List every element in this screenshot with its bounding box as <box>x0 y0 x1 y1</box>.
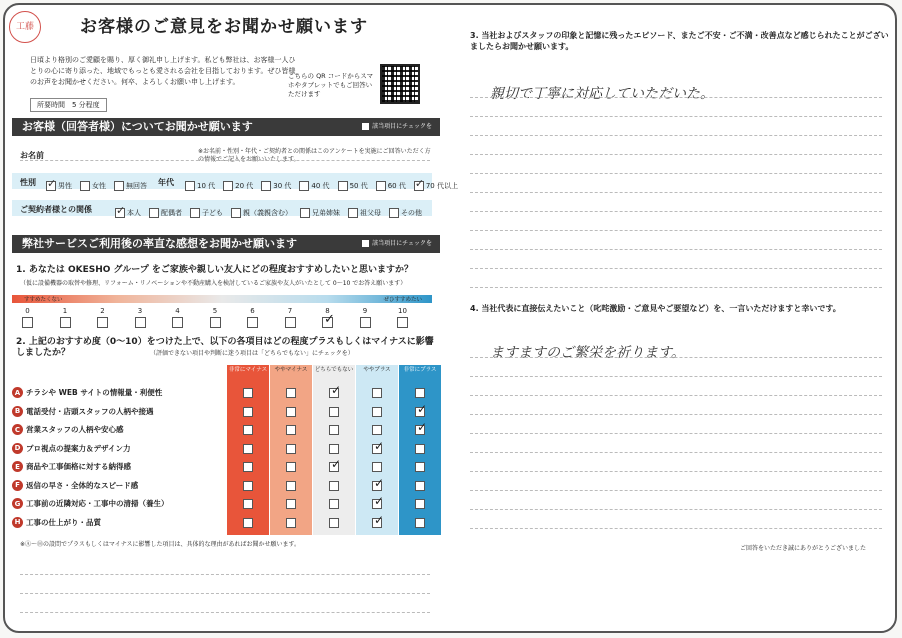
item-letter-badge: D <box>12 443 23 454</box>
writing-line <box>470 433 882 434</box>
scale-checkbox[interactable] <box>22 317 33 328</box>
rating-checkbox[interactable] <box>372 444 382 454</box>
item-label: 工事前の近隣対応・工事中の清掃（養生） <box>26 499 169 508</box>
q4-answer-lines[interactable] <box>470 338 882 538</box>
relation-option[interactable] <box>389 208 422 218</box>
rating-checkbox[interactable] <box>329 481 339 491</box>
rating-column-header: ややプラス <box>363 367 391 373</box>
relation-option[interactable] <box>190 208 223 218</box>
scale-number: 10 <box>398 307 407 315</box>
footnote: ※Ⓐ～Ⓗの設問でプラスもしくはマイナスに影響した項目は、具体的な理由があればお聞かせ願います。 <box>20 541 301 548</box>
rating-column-header: 非常にプラス <box>403 367 437 373</box>
rating-row-label <box>12 517 212 528</box>
relation-checkbox[interactable] <box>149 208 159 218</box>
scale-checkbox[interactable] <box>285 317 296 328</box>
writing-line <box>20 612 430 613</box>
rating-checkbox[interactable] <box>329 499 339 509</box>
section-title: お客様（回答者様）についてお聞かせ願います <box>22 120 253 133</box>
rating-checkbox[interactable] <box>329 462 339 472</box>
rating-row-label <box>12 406 212 417</box>
rating-row-label <box>12 461 212 472</box>
rating-checkbox[interactable] <box>286 444 296 454</box>
writing-line <box>470 471 882 472</box>
scale-number: 2 <box>100 307 105 315</box>
rating-checkbox[interactable] <box>372 425 382 435</box>
writing-line <box>470 509 882 510</box>
rating-checkbox[interactable] <box>243 518 253 528</box>
intro-text: 日頃より格別のご愛顧を賜り、厚く御礼申し上げます。私ども弊社は、お客様一人ひとりの心に寄り添った、地域でもっとも愛される会社を目指しております。ぜひ皆様のお声をお聞かせください。何卒、よろしくお願い申し上げます。 <box>30 56 296 86</box>
rating-checkbox[interactable] <box>243 425 253 435</box>
scale-low-label: すすめたくない <box>24 297 63 303</box>
age-checkbox[interactable] <box>261 181 271 191</box>
item-letter-badge: E <box>12 461 23 472</box>
relation-checkbox[interactable] <box>389 208 399 218</box>
rating-checkbox[interactable] <box>286 407 296 417</box>
section-title: 弊社サービスご利用後の率直な感想をお聞かせ願います <box>22 237 297 250</box>
gender-checkbox[interactable] <box>46 181 56 191</box>
item-letter-badge: G <box>12 498 23 509</box>
rating-checkbox[interactable] <box>243 462 253 472</box>
qr-caption: こちらの QR コードからスマホやタブレットでもご回答いただけます <box>288 72 374 98</box>
writing-line <box>470 135 882 136</box>
rating-checkbox[interactable] <box>372 499 382 509</box>
scale-checkbox[interactable] <box>360 317 371 328</box>
scale-number: 9 <box>362 307 368 315</box>
age-option[interactable] <box>376 181 406 191</box>
rating-checkbox[interactable] <box>286 388 296 398</box>
check-note: 該当項目にチェックを <box>362 235 432 253</box>
item-letter-badge: F <box>12 480 23 491</box>
scale-number: 5 <box>212 307 218 315</box>
q3-answer: 親切で丁寧に対応していただいた。 <box>490 86 714 102</box>
age-checkbox[interactable] <box>185 181 195 191</box>
age-option[interactable] <box>338 181 368 191</box>
rating-checkbox[interactable] <box>286 518 296 528</box>
rating-column-header: 非常にマイナス <box>228 367 268 373</box>
rating-column-header: ややマイナス <box>274 367 308 373</box>
time-required: 所要時間 5 分程度 <box>30 98 107 112</box>
qr-code-icon[interactable] <box>380 64 420 104</box>
rating-checkbox[interactable] <box>372 388 382 398</box>
writing-line <box>470 490 882 491</box>
rating-row-label <box>12 387 212 398</box>
writing-line <box>470 357 882 358</box>
rating-row-label <box>12 424 212 435</box>
rating-row-label <box>12 498 212 509</box>
scale-checkbox[interactable] <box>97 317 108 328</box>
gender-checkbox[interactable] <box>114 181 124 191</box>
item-label: 工事の仕上がり・品質 <box>26 517 101 527</box>
writing-line <box>470 173 882 174</box>
rating-checkbox[interactable] <box>415 518 425 528</box>
q3-title: 3. 当社およびスタッフの印象と記憶に残ったエピソード、またご不安・ご不満・改善点など感じられたことがございましたらお聞かせ願います。 <box>470 31 889 51</box>
age-option-label: 20 代 <box>235 182 254 190</box>
scale-number: 0 <box>25 307 30 315</box>
age-checkbox[interactable] <box>223 181 233 191</box>
age-option-label: 40 代 <box>311 182 330 190</box>
relation-option[interactable] <box>231 208 292 218</box>
name-line <box>20 160 430 161</box>
relation-option-label: その他 <box>401 209 422 217</box>
gender-option-label: 女性 <box>92 182 106 190</box>
q4-answer: ますますのご繁栄を祈ります。 <box>490 345 685 361</box>
scale-number: 1 <box>62 307 68 315</box>
age-checkbox[interactable] <box>299 181 309 191</box>
q2-note: （評価できない項目や判断に迷う項目は「どちらでもない」にチェックを） <box>150 350 354 357</box>
rating-checkbox[interactable] <box>372 518 382 528</box>
relation-option-label: 親（義親含む） <box>243 209 292 217</box>
age-option[interactable] <box>185 181 215 191</box>
scale-checkbox[interactable] <box>322 317 333 328</box>
age-checkbox[interactable] <box>414 181 424 191</box>
age-option-label: 60 代 <box>387 182 406 190</box>
relation-checkbox[interactable] <box>115 208 125 218</box>
writing-line <box>470 452 882 453</box>
rating-checkbox[interactable] <box>286 481 296 491</box>
writing-line <box>470 249 882 250</box>
writing-line <box>470 268 882 269</box>
name-label: お名前 <box>20 151 44 160</box>
section-service-header <box>12 235 440 253</box>
relation-option-label: 兄弟姉妹 <box>312 209 340 217</box>
gender-options <box>46 176 155 195</box>
rating-checkbox[interactable] <box>286 499 296 509</box>
rating-checkbox[interactable] <box>329 388 339 398</box>
rating-checkbox[interactable] <box>415 499 425 509</box>
age-option-label: 30 代 <box>273 182 292 190</box>
rating-checkbox[interactable] <box>329 518 339 528</box>
section-respondent-header <box>12 118 440 136</box>
age-option-label: 70 代以上 <box>425 182 458 190</box>
relation-option-label: 配偶者 <box>161 209 182 217</box>
writing-line <box>470 211 882 212</box>
age-option[interactable] <box>223 181 253 191</box>
q1-title: 1. あなたは OKESHO グループ をご家族や親しい友人にどの程度おすすめしたいと思いますか？ <box>16 265 414 275</box>
writing-line <box>470 287 882 288</box>
scale-checkbox[interactable] <box>247 317 258 328</box>
gender-option[interactable] <box>46 181 72 191</box>
age-checkbox[interactable] <box>376 181 386 191</box>
age-option-label: 50 代 <box>349 182 368 190</box>
rating-checkbox[interactable] <box>243 499 253 509</box>
rating-checkbox[interactable] <box>372 481 382 491</box>
q3-answer-lines[interactable] <box>470 78 882 288</box>
rating-column-header: どちらでもない <box>314 367 354 373</box>
writing-line <box>20 593 430 594</box>
q1-note: （仮に設備機器の取替や修理、リフォーム・リノベーションや不動産購入を検討しているご家族や友人がいたとして 0～10 でお答え願います） <box>20 280 407 287</box>
item-label: プロ視点の提案力＆デザイン力 <box>26 443 131 453</box>
rating-checkbox[interactable] <box>243 444 253 454</box>
rating-checkbox[interactable] <box>243 388 253 398</box>
rating-checkbox[interactable] <box>329 407 339 417</box>
name-note: ※お名前・性別・年代・ご契約者との関係はこのアンケートを実施にご回答いただく方の情報でご記入をお願いいたします。 <box>198 148 431 163</box>
gender-option-label: 男性 <box>58 182 72 190</box>
writing-line <box>470 376 882 377</box>
relation-option-label: 子ども <box>202 209 223 217</box>
scale-number: 6 <box>250 307 255 315</box>
rating-checkbox[interactable] <box>415 462 425 472</box>
rating-row-label <box>12 443 212 454</box>
rating-checkbox[interactable] <box>415 444 425 454</box>
item-letter-badge: B <box>12 406 23 417</box>
scale-number: 8 <box>325 307 330 315</box>
age-option-label: 10 代 <box>197 182 216 190</box>
scale-checkbox[interactable] <box>60 317 71 328</box>
scale-number: 7 <box>287 307 293 315</box>
writing-line <box>470 154 882 155</box>
rating-checkbox[interactable] <box>329 425 339 435</box>
scale-high-label: ぜひすすめたい <box>383 297 422 303</box>
scale-number: 3 <box>137 307 143 315</box>
writing-line <box>470 528 882 529</box>
age-label: 年代 <box>158 178 174 187</box>
age-option[interactable] <box>299 181 329 191</box>
relation-option-label: 本人 <box>127 209 141 217</box>
item-label: 返信の早さ・全体的なスピード感 <box>26 480 139 490</box>
scale-number: 4 <box>175 307 180 315</box>
relation-checkbox[interactable] <box>300 208 310 218</box>
scale-checkbox[interactable] <box>135 317 146 328</box>
item-label: 商品や工事価格に対する納得感 <box>26 462 131 471</box>
rating-checkbox[interactable] <box>243 481 253 491</box>
writing-line <box>470 192 882 193</box>
gender-checkbox[interactable] <box>80 181 90 191</box>
rating-checkbox[interactable] <box>415 407 425 417</box>
relation-option-label: 祖父母 <box>360 209 381 217</box>
relation-checkbox[interactable] <box>231 208 241 218</box>
rating-checkbox[interactable] <box>372 407 382 417</box>
relation-option[interactable] <box>300 208 340 218</box>
writing-line <box>470 230 882 231</box>
rating-checkbox[interactable] <box>286 462 296 472</box>
rating-checkbox[interactable] <box>372 462 382 472</box>
gender-label: 性別 <box>20 178 36 187</box>
age-option[interactable] <box>261 181 291 191</box>
scale-checkbox[interactable] <box>172 317 183 328</box>
rating-checkbox[interactable] <box>415 481 425 491</box>
rating-checkbox[interactable] <box>415 425 425 435</box>
scale-checkbox[interactable] <box>397 317 408 328</box>
relation-option[interactable] <box>149 208 182 218</box>
item-label: 営業スタッフの人柄や安心感 <box>26 425 124 434</box>
scale-gradient <box>12 295 432 303</box>
item-letter-badge: H <box>12 517 23 528</box>
q2-title: 2. 上記のおすすめ度（0～10）をつけた上で、以下の各項目はどの程度プラスもしくはマイナスに影響しましたか？ <box>16 337 434 358</box>
item-letter-badge: A <box>12 387 23 398</box>
rating-checkbox[interactable] <box>243 407 253 417</box>
item-letter-badge: C <box>12 424 23 435</box>
gender-option[interactable] <box>114 181 147 191</box>
relation-checkbox[interactable] <box>348 208 358 218</box>
recommend-scale <box>12 295 432 330</box>
writing-line <box>470 97 882 98</box>
rating-checkbox[interactable] <box>415 388 425 398</box>
rating-row-label <box>12 480 212 491</box>
rating-checkbox[interactable] <box>329 444 339 454</box>
gender-option-label: 無回答 <box>126 182 147 190</box>
rating-checkbox[interactable] <box>286 425 296 435</box>
item-label: チラシや WEB サイトの情報量・利便性 <box>26 388 163 397</box>
scale-checkbox[interactable] <box>210 317 221 328</box>
writing-line <box>470 395 882 396</box>
relation-options <box>115 203 430 222</box>
writing-line <box>470 116 882 117</box>
relation-option[interactable] <box>115 208 141 218</box>
page-title: お客様のご意見をお聞かせ願います <box>80 17 368 37</box>
item-label: 電話受付・店頭スタッフの人柄や接遇 <box>26 406 154 416</box>
thanks-text: ご回答をいただき誠にありがとうございました <box>740 545 867 552</box>
free-comment-lines[interactable] <box>20 555 430 625</box>
q4-title: 4. 当社代表に直接伝えたいこと（叱咤激励・ご意見やご要望など）を、一言いただけますと幸いです。 <box>470 304 841 313</box>
company-seal: 工藤 <box>9 11 41 43</box>
impact-grid <box>12 365 437 535</box>
age-options <box>185 176 466 195</box>
age-option[interactable] <box>414 181 458 191</box>
relation-option[interactable] <box>348 208 381 218</box>
check-note: 該当項目にチェックを <box>362 118 432 136</box>
relation-checkbox[interactable] <box>190 208 200 218</box>
gender-option[interactable] <box>80 181 106 191</box>
relation-label: ご契約者様との関係 <box>20 205 92 214</box>
age-checkbox[interactable] <box>338 181 348 191</box>
writing-line <box>470 414 882 415</box>
writing-line <box>20 574 430 575</box>
